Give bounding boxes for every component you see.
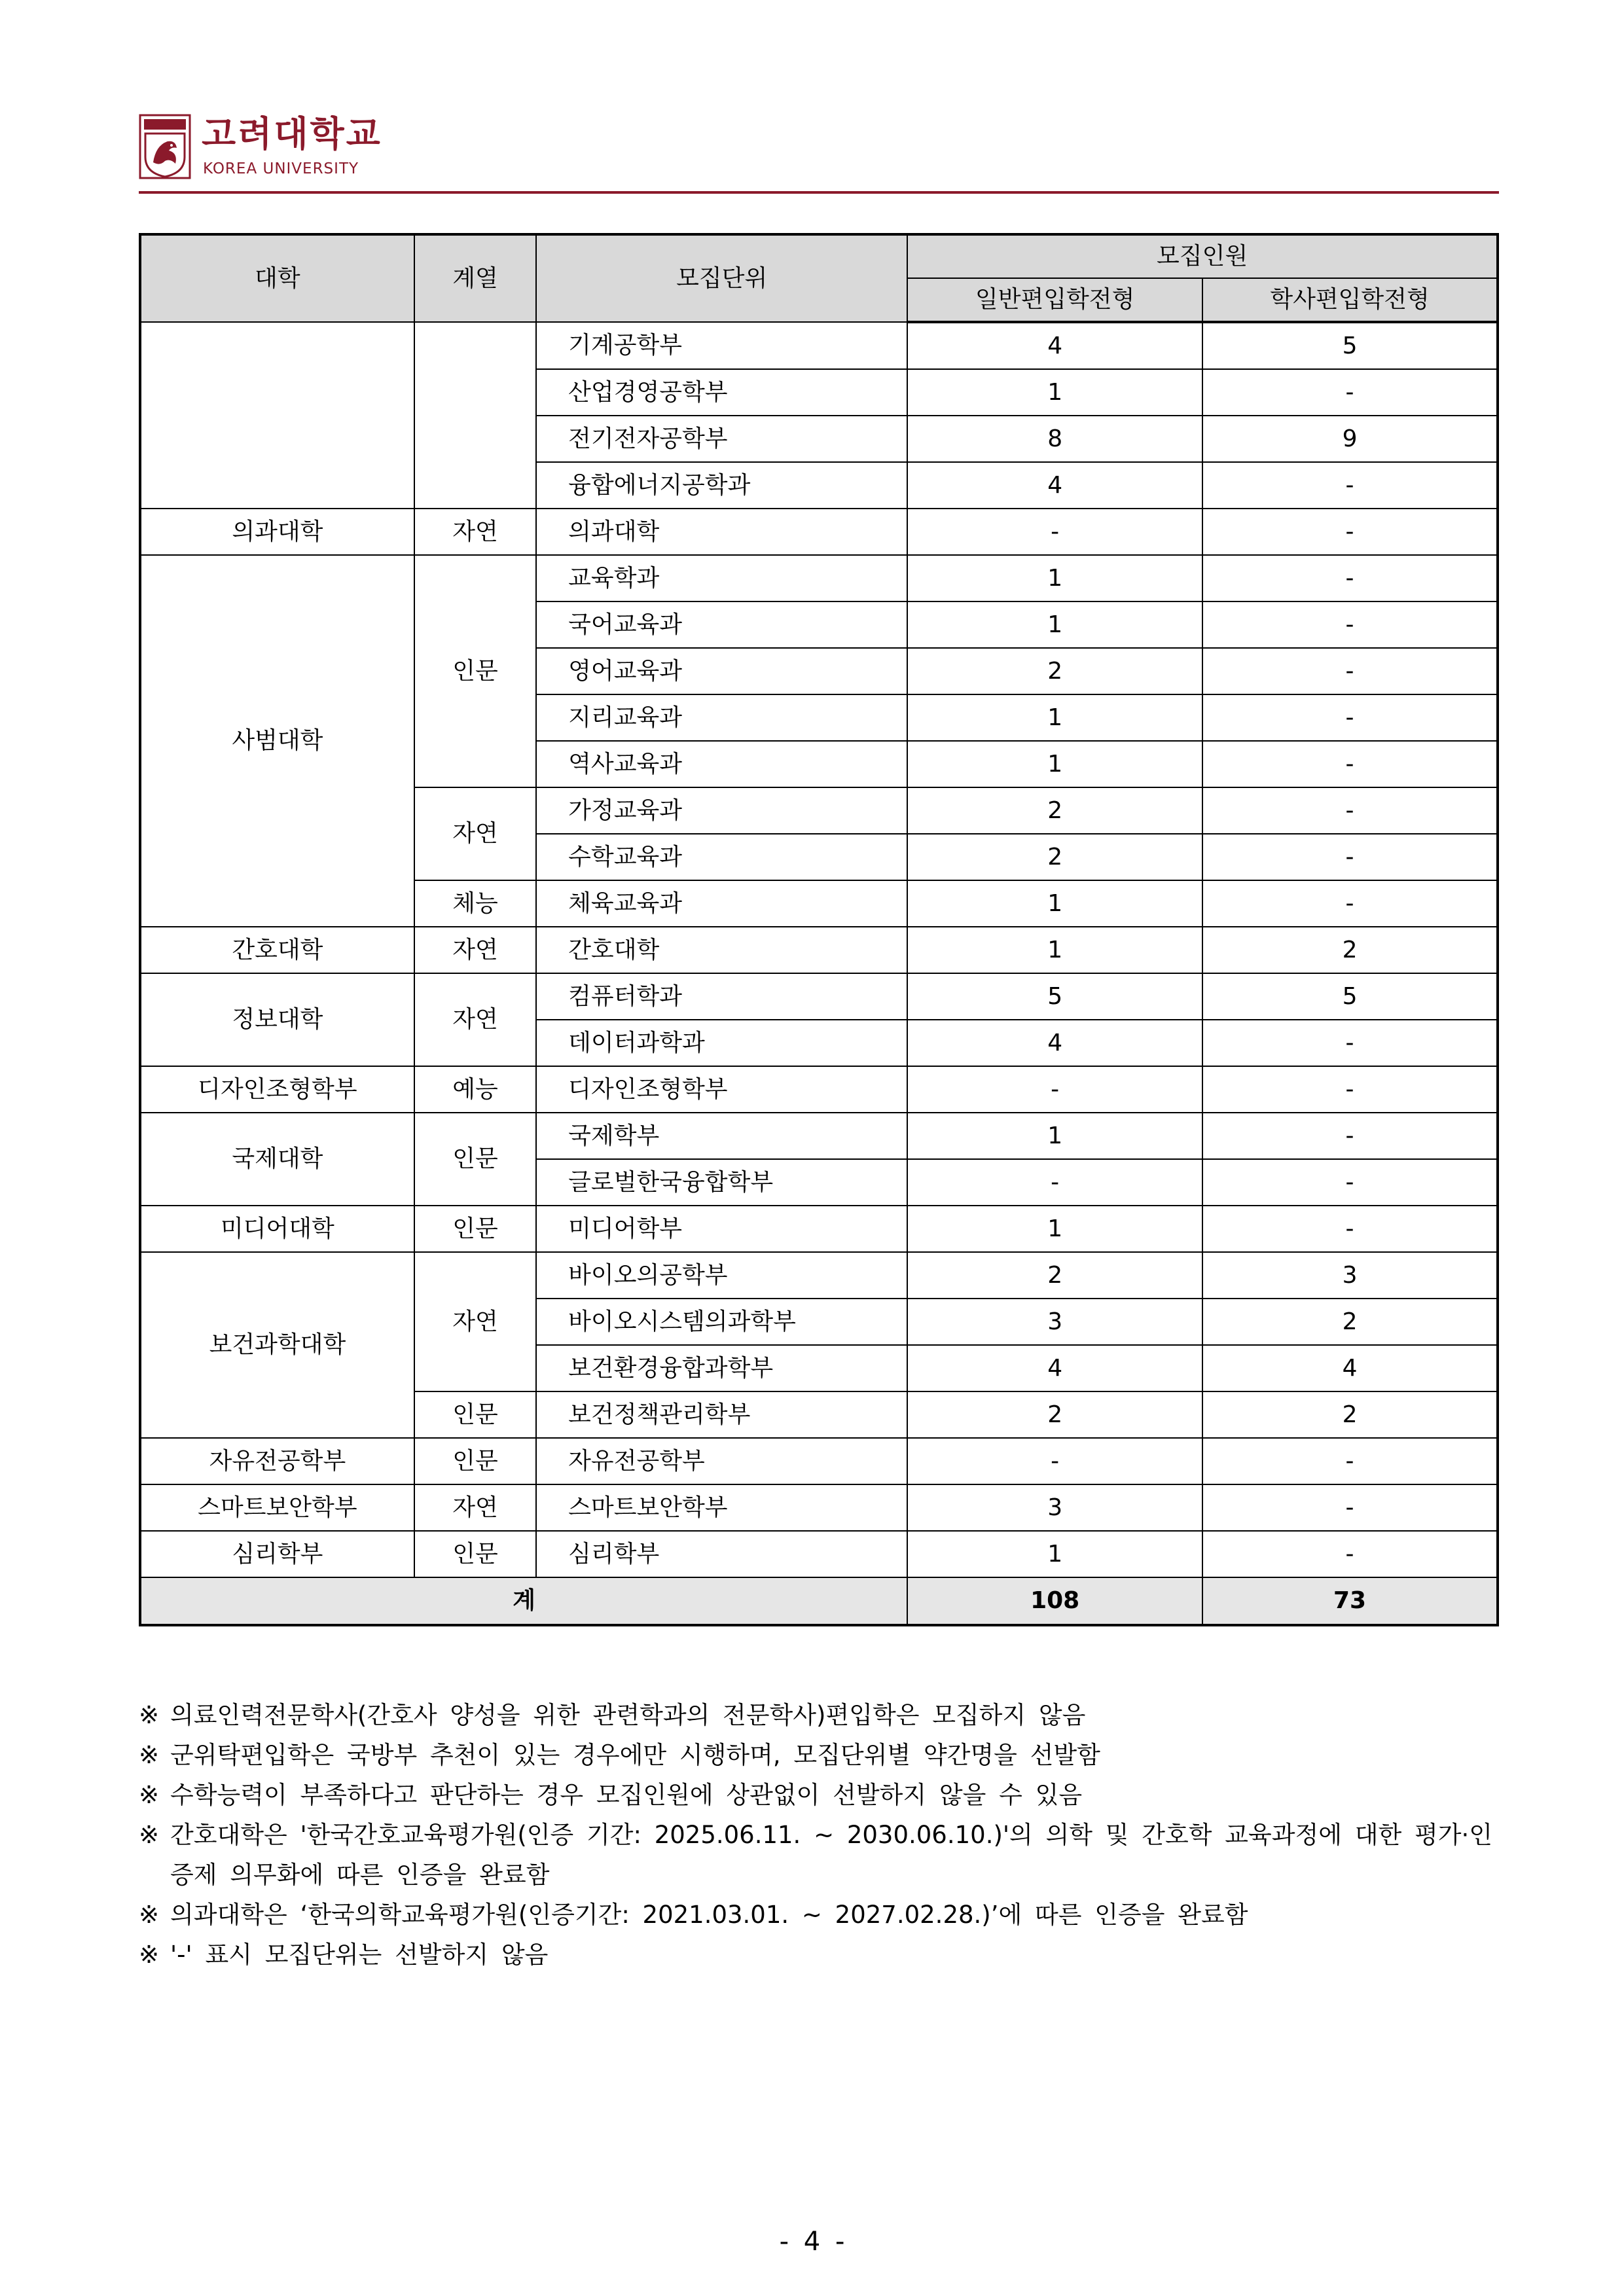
track-cell: 자연	[414, 927, 536, 973]
unit-cell: 디자인조형학부	[536, 1066, 907, 1113]
note-text: 간호대학은 '한국간호교육평가원(인증 기간: 2025.06.11. ~ 2030.06.10.)'의 의학 및 간호학 교육과정에 대한 평가·인증제 의무화에 따른 인증을 완료함	[170, 1821, 1492, 1889]
track-cell: 인문	[414, 1531, 536, 1577]
table-row	[140, 1066, 1498, 1113]
note-mark: ※	[139, 1701, 160, 1729]
bachelor-cell: 2	[1202, 1299, 1498, 1345]
unit-cell: 데이터과학과	[536, 1020, 907, 1066]
bachelor-cell: -	[1202, 787, 1498, 834]
note-text: 의과대학은 ‘한국의학교육평가원(인증기간: 2021.03.01. ~ 2027.02.28.)’에 따른 인증을 완료함	[170, 1901, 1248, 1929]
general-cell: 1	[907, 741, 1202, 787]
unit-cell: 바이오의공학부	[536, 1252, 907, 1299]
college-cell: 정보대학	[140, 973, 414, 1066]
bachelor-cell: -	[1202, 694, 1498, 741]
general-cell: 1	[907, 1206, 1202, 1252]
table-row	[140, 555, 1498, 601]
general-cell: 2	[907, 787, 1202, 834]
note-mark: ※	[139, 1901, 160, 1929]
bachelor-cell: 3	[1202, 1252, 1498, 1299]
table-row	[140, 1252, 1498, 1299]
bachelor-cell: 5	[1202, 973, 1498, 1020]
track-cell: 자연	[414, 787, 536, 880]
note-mark: ※	[139, 1821, 160, 1849]
general-cell: -	[907, 1066, 1202, 1113]
unit-cell: 자유전공학부	[536, 1438, 907, 1484]
college-cell: 국제대학	[140, 1113, 414, 1206]
bachelor-cell: -	[1202, 1066, 1498, 1113]
unit-cell: 융합에너지공학과	[536, 462, 907, 509]
bachelor-cell: 5	[1202, 322, 1498, 369]
note-mark: ※	[139, 1941, 160, 1969]
college-cell: 보건과학대학	[140, 1252, 414, 1438]
unit-cell: 전기전자공학부	[536, 416, 907, 462]
general-cell: 1	[907, 880, 1202, 927]
general-cell: 3	[907, 1299, 1202, 1345]
korea-university-emblem-icon	[139, 114, 191, 179]
table-row	[140, 1438, 1498, 1484]
table-row	[140, 322, 1498, 369]
admission-quota-table	[139, 233, 1499, 1626]
general-cell: 1	[907, 601, 1202, 648]
total-bachelor: 73	[1202, 1577, 1498, 1625]
unit-cell: 심리학부	[536, 1531, 907, 1577]
track-cell: 자연	[414, 509, 536, 555]
college-cell: 스마트보안학부	[140, 1484, 414, 1531]
general-cell: 1	[907, 694, 1202, 741]
note-item	[139, 1775, 1499, 1815]
total-general: 108	[907, 1577, 1202, 1625]
track-cell: 인문	[414, 1438, 536, 1484]
header-general-transfer: 일반편입학전형	[907, 278, 1202, 322]
unit-cell: 바이오시스템의과학부	[536, 1299, 907, 1345]
unit-cell: 체육교육과	[536, 880, 907, 927]
notes-list	[139, 1695, 1499, 1975]
bachelor-cell: 4	[1202, 1345, 1498, 1391]
note-item	[139, 1895, 1499, 1935]
unit-cell: 스마트보안학부	[536, 1484, 907, 1531]
unit-cell: 국어교육과	[536, 601, 907, 648]
unit-cell: 보건환경융합과학부	[536, 1345, 907, 1391]
bachelor-cell: 9	[1202, 416, 1498, 462]
general-cell: 1	[907, 555, 1202, 601]
general-cell: 2	[907, 1252, 1202, 1299]
unit-cell: 의과대학	[536, 509, 907, 555]
unit-cell: 컴퓨터학과	[536, 973, 907, 1020]
bachelor-cell: -	[1202, 462, 1498, 509]
general-cell: 3	[907, 1484, 1202, 1531]
note-item	[139, 1935, 1499, 1975]
table-row	[140, 1484, 1498, 1531]
table-row	[140, 509, 1498, 555]
table-row	[140, 973, 1498, 1020]
header-college: 대학	[140, 234, 414, 322]
note-item	[139, 1735, 1499, 1775]
unit-cell: 교육학과	[536, 555, 907, 601]
general-cell: 5	[907, 973, 1202, 1020]
total-label: 계	[140, 1577, 907, 1625]
note-text: 수학능력이 부족하다고 판단하는 경우 모집인원에 상관없이 선발하지 않을 수 있음	[170, 1781, 1083, 1809]
unit-cell: 가정교육과	[536, 787, 907, 834]
college-cell: 간호대학	[140, 927, 414, 973]
bachelor-cell: -	[1202, 1206, 1498, 1252]
bachelor-cell: -	[1202, 1438, 1498, 1484]
track-cell: 자연	[414, 1252, 536, 1391]
track-cell: 자연	[414, 1484, 536, 1531]
note-item	[139, 1695, 1499, 1735]
track-cell: 예능	[414, 1066, 536, 1113]
track-cell: 자연	[414, 973, 536, 1066]
college-cell: 자유전공학부	[140, 1438, 414, 1484]
note-mark: ※	[139, 1741, 160, 1769]
table-row	[140, 1113, 1498, 1159]
bachelor-cell: -	[1202, 555, 1498, 601]
university-name-korean: 고려대학교	[202, 113, 382, 154]
unit-cell: 간호대학	[536, 927, 907, 973]
bachelor-cell: 2	[1202, 927, 1498, 973]
unit-cell: 미디어학부	[536, 1206, 907, 1252]
college-cell	[140, 322, 414, 509]
note-mark: ※	[139, 1781, 160, 1809]
college-cell: 미디어대학	[140, 1206, 414, 1252]
university-name-english: KOREA UNIVERSITY	[203, 160, 359, 177]
header-quota: 모집인원	[907, 234, 1498, 278]
general-cell: 8	[907, 416, 1202, 462]
general-cell: -	[907, 1438, 1202, 1484]
bachelor-cell: -	[1202, 1159, 1498, 1206]
page-number: - 4 -	[779, 2227, 845, 2257]
general-cell: 2	[907, 834, 1202, 880]
general-cell: 4	[907, 1020, 1202, 1066]
general-cell: -	[907, 1159, 1202, 1206]
bachelor-cell: -	[1202, 369, 1498, 416]
table-row	[140, 927, 1498, 973]
general-cell: -	[907, 509, 1202, 555]
unit-cell: 산업경영공학부	[536, 369, 907, 416]
bachelor-cell: -	[1202, 834, 1498, 880]
bachelor-cell: -	[1202, 1020, 1498, 1066]
track-cell: 체능	[414, 880, 536, 927]
general-cell: 1	[907, 369, 1202, 416]
general-cell: 1	[907, 1113, 1202, 1159]
table-row	[140, 1531, 1498, 1577]
unit-cell: 지리교육과	[536, 694, 907, 741]
table-row	[140, 1206, 1498, 1252]
unit-cell: 보건정책관리학부	[536, 1391, 907, 1438]
unit-cell: 수학교육과	[536, 834, 907, 880]
bachelor-cell: -	[1202, 648, 1498, 694]
note-text: '-' 표시 모집단위는 선발하지 않음	[170, 1941, 549, 1969]
college-cell: 사범대학	[140, 555, 414, 927]
header-divider	[139, 191, 1499, 194]
unit-cell: 국제학부	[536, 1113, 907, 1159]
unit-cell: 역사교육과	[536, 741, 907, 787]
note-item	[139, 1815, 1499, 1895]
general-cell: 2	[907, 1391, 1202, 1438]
general-cell: 4	[907, 1345, 1202, 1391]
general-cell: 1	[907, 1531, 1202, 1577]
note-text: 의료인력전문학사(간호사 양성을 위한 관련학과의 전문학사)편입학은 모집하지 않음	[170, 1701, 1086, 1729]
note-text: 군위탁편입학은 국방부 추천이 있는 경우에만 시행하며, 모집단위별 약간명을 선발함	[170, 1741, 1100, 1769]
track-cell: 인문	[414, 1113, 536, 1206]
bachelor-cell: -	[1202, 741, 1498, 787]
college-cell: 심리학부	[140, 1531, 414, 1577]
unit-cell: 기계공학부	[536, 322, 907, 369]
track-cell: 인문	[414, 1391, 536, 1438]
bachelor-cell: -	[1202, 1484, 1498, 1531]
college-cell: 의과대학	[140, 509, 414, 555]
header-bachelor-transfer: 학사편입학전형	[1202, 278, 1498, 322]
college-cell: 디자인조형학부	[140, 1066, 414, 1113]
general-cell: 1	[907, 927, 1202, 973]
bachelor-cell: -	[1202, 1531, 1498, 1577]
track-cell: 인문	[414, 555, 536, 787]
bachelor-cell: -	[1202, 509, 1498, 555]
page-header	[139, 113, 1499, 196]
bachelor-cell: -	[1202, 1113, 1498, 1159]
general-cell: 2	[907, 648, 1202, 694]
header-unit: 모집단위	[536, 234, 907, 322]
general-cell: 4	[907, 462, 1202, 509]
track-cell: 인문	[414, 1206, 536, 1252]
bachelor-cell: -	[1202, 880, 1498, 927]
total-row	[140, 1577, 1498, 1625]
header-track: 계열	[414, 234, 536, 322]
unit-cell: 글로벌한국융합학부	[536, 1159, 907, 1206]
unit-cell: 영어교육과	[536, 648, 907, 694]
track-cell	[414, 322, 536, 509]
bachelor-cell: 2	[1202, 1391, 1498, 1438]
bachelor-cell: -	[1202, 601, 1498, 648]
general-cell: 4	[907, 322, 1202, 369]
